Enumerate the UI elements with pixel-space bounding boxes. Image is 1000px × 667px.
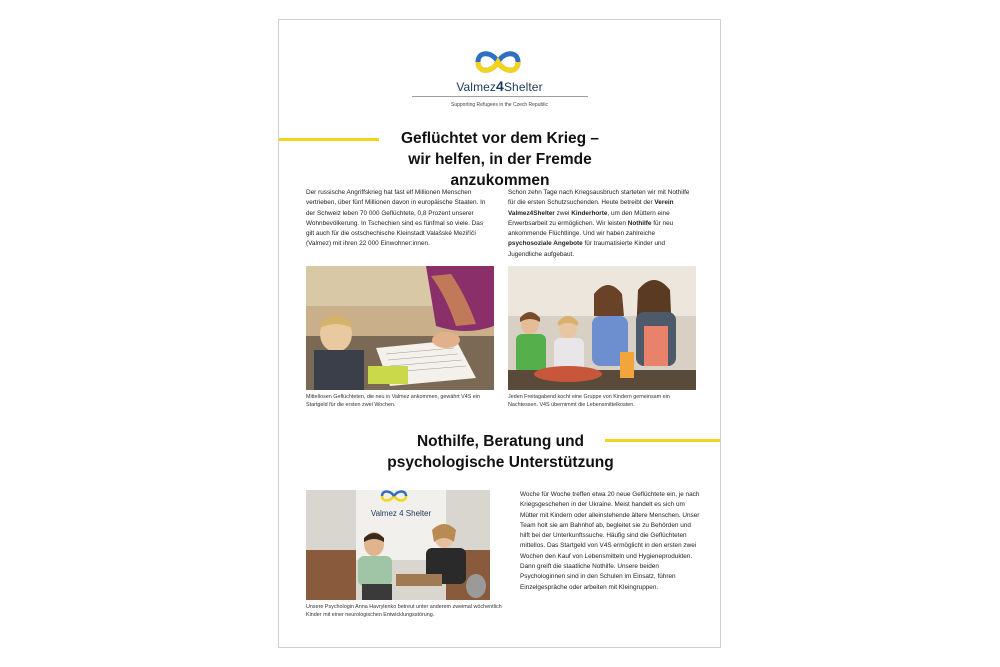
caption-signing-form: Mittellosen Geflüchteten, die neu in Valmez ankommen, gewährt V4S ein Startgeld für die ersten zwei Wochen. (306, 394, 480, 408)
section1-title: Geflüchtet vor dem Krieg – wir helfen, in der Fremde anzukommen (400, 130, 600, 189)
section1-left-text: Der russische Angriffskrieg hat fast elf Millionen Menschen vertrieben, über fünf Millionen davon in europäische Staaten. In der Schweiz leben 70 000 Geflüchtete, 0,8 Prozent unserer Wohnbevölkerung. In Tschechien sind es fünfmal so viele. Das gilt auch für die ostschechische Kleinstadt Valašské Meziříčí (Valmez) mit ihren 22 000 Einwohner:innen. (306, 189, 486, 248)
photo-kids-cooking (508, 266, 696, 390)
caption-kids-cooking: Jeden Freitagabend kocht eine Gruppe von Kindern gemeinsam ein Nachtessen. V4S übernimmt die Lebensmittelkosten. (508, 394, 670, 408)
infinity-logo-icon (472, 47, 524, 77)
photo-psychologist-session (306, 490, 490, 600)
section2-body-text: Woche für Woche treffen etwa 20 neue Geflüchtete ein, je nach Kriegsgeschehen in der Ukraine. Meist handelt es sich um Mütter mit Kindern oder alleinstehende ältere Menschen. Unser Team holt sie am Bahnhof ab, begleitet sie zu Behörden und hilft bei der Unterkunftssuche. Häufig sind die Geflüchteten mittellos. Das Startgeld von V4S ermöglicht in den ersten zwei Wochen den Kauf von Lebensmitteln und Hygieneprodukten. Dann greift die staatliche Nothilfe. Unsere beiden Psychologinnen sind in den Schulen im Einsatz, führen Einzelgespräche oder arbeiten mit Kleingruppen. (520, 491, 700, 591)
brand-tagline: Supporting Refugees in the Czech Republic (450, 102, 548, 108)
flyer-page (278, 19, 721, 648)
section2-title: Nothilfe, Beratung und psychologische Unterstützung (387, 433, 614, 471)
brand-name: Valmez4Shelter (456, 78, 543, 94)
caption-psychologist: Unsere Psychologin Anna Havrylenko betreut unter anderem zweimal wöchentlich Kinder mit einer neurologischen Entwicklungsstörung. (306, 604, 502, 618)
logo-divider (412, 96, 588, 97)
photo-signing-form (306, 266, 494, 390)
banner-text: Valmez 4 Shelter (370, 509, 432, 518)
section2-accent-bar (605, 439, 721, 442)
section1-right-text: Schon zehn Tage nach Kriegsausbruch starteten wir mit Nothilfe für die ersten Schutzsuchenden. Heute betreibt der Verein Valmez4Shelter zwei Kinderhorte, um den Müttern eine Erwerbsarbeit zu ermöglichen. Wir leisten Nothilfe für neu ankommende Flüchtlinge. Und wir haben zahlreiche psychosoziale Angebote für traumatisierte Kinder und Jugendliche aufgebaut. (508, 189, 690, 258)
